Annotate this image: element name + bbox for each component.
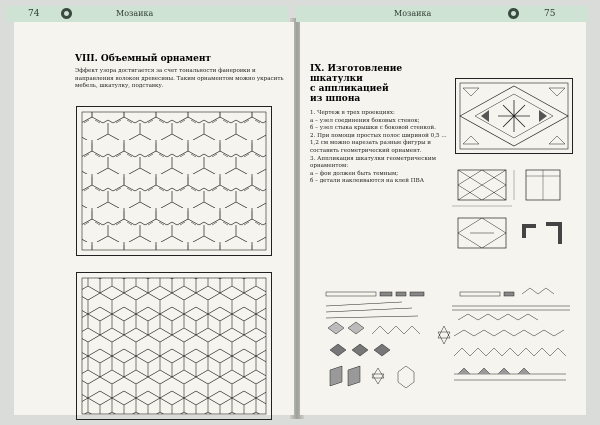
- left-body-text: Эффект узора достигается за счет тональности фанеровки и направления волокон древесины. Таким орнаментом можно украсить мебель, шкатулку, подставку.: [75, 68, 284, 90]
- right-page-number: 75: [544, 9, 556, 19]
- instructions-list: [310, 110, 448, 186]
- list-item: а – фон должен быть темным;: [310, 170, 399, 177]
- right-heading-line-4: из шпона: [310, 94, 361, 104]
- left-page-number: 74: [28, 9, 40, 19]
- left-page: [14, 9, 294, 415]
- box-lid-ornament-figure: [455, 78, 573, 154]
- strip-ornaments-figure: [322, 286, 574, 396]
- right-heading-line-1: IX. Изготовление: [310, 64, 403, 74]
- left-section-heading: VIII. Объемный орнамент: [75, 54, 212, 64]
- right-heading-line-3: с аппликацией: [310, 84, 389, 94]
- list-item: б – детали наклеиваются на клей ПВА: [310, 178, 424, 185]
- box-projections-drawing: [450, 164, 580, 264]
- right-section-heading: [310, 64, 450, 104]
- right-running-title: Мозаика: [394, 9, 432, 18]
- list-item: 3. Аппликация шкатулки геометрическим орнаментом:: [310, 155, 436, 170]
- left-running-title: Мозаика: [116, 9, 154, 18]
- emblem-icon: [508, 8, 519, 19]
- cube-lattice-figure: [76, 272, 272, 420]
- right-page: [300, 9, 586, 415]
- list-item: 2. При помощи простых полос шириной 0,5 ... 1,2 см можно нарезать разные фигуры и составить геометрический орнамент.: [310, 132, 447, 154]
- list-item: 1. Чертеж в трех проекциях:: [310, 110, 395, 116]
- left-header-band: [6, 6, 288, 22]
- right-header-band: [296, 6, 588, 22]
- tumbling-blocks-figure: [76, 106, 272, 256]
- list-item: а – узел соединения боковых стенок;: [310, 117, 420, 124]
- emblem-icon: [61, 8, 72, 19]
- right-heading-line-2: шкатулки: [310, 74, 363, 84]
- list-item: б – узел стыка крышки с боковой стенкой.: [310, 125, 436, 132]
